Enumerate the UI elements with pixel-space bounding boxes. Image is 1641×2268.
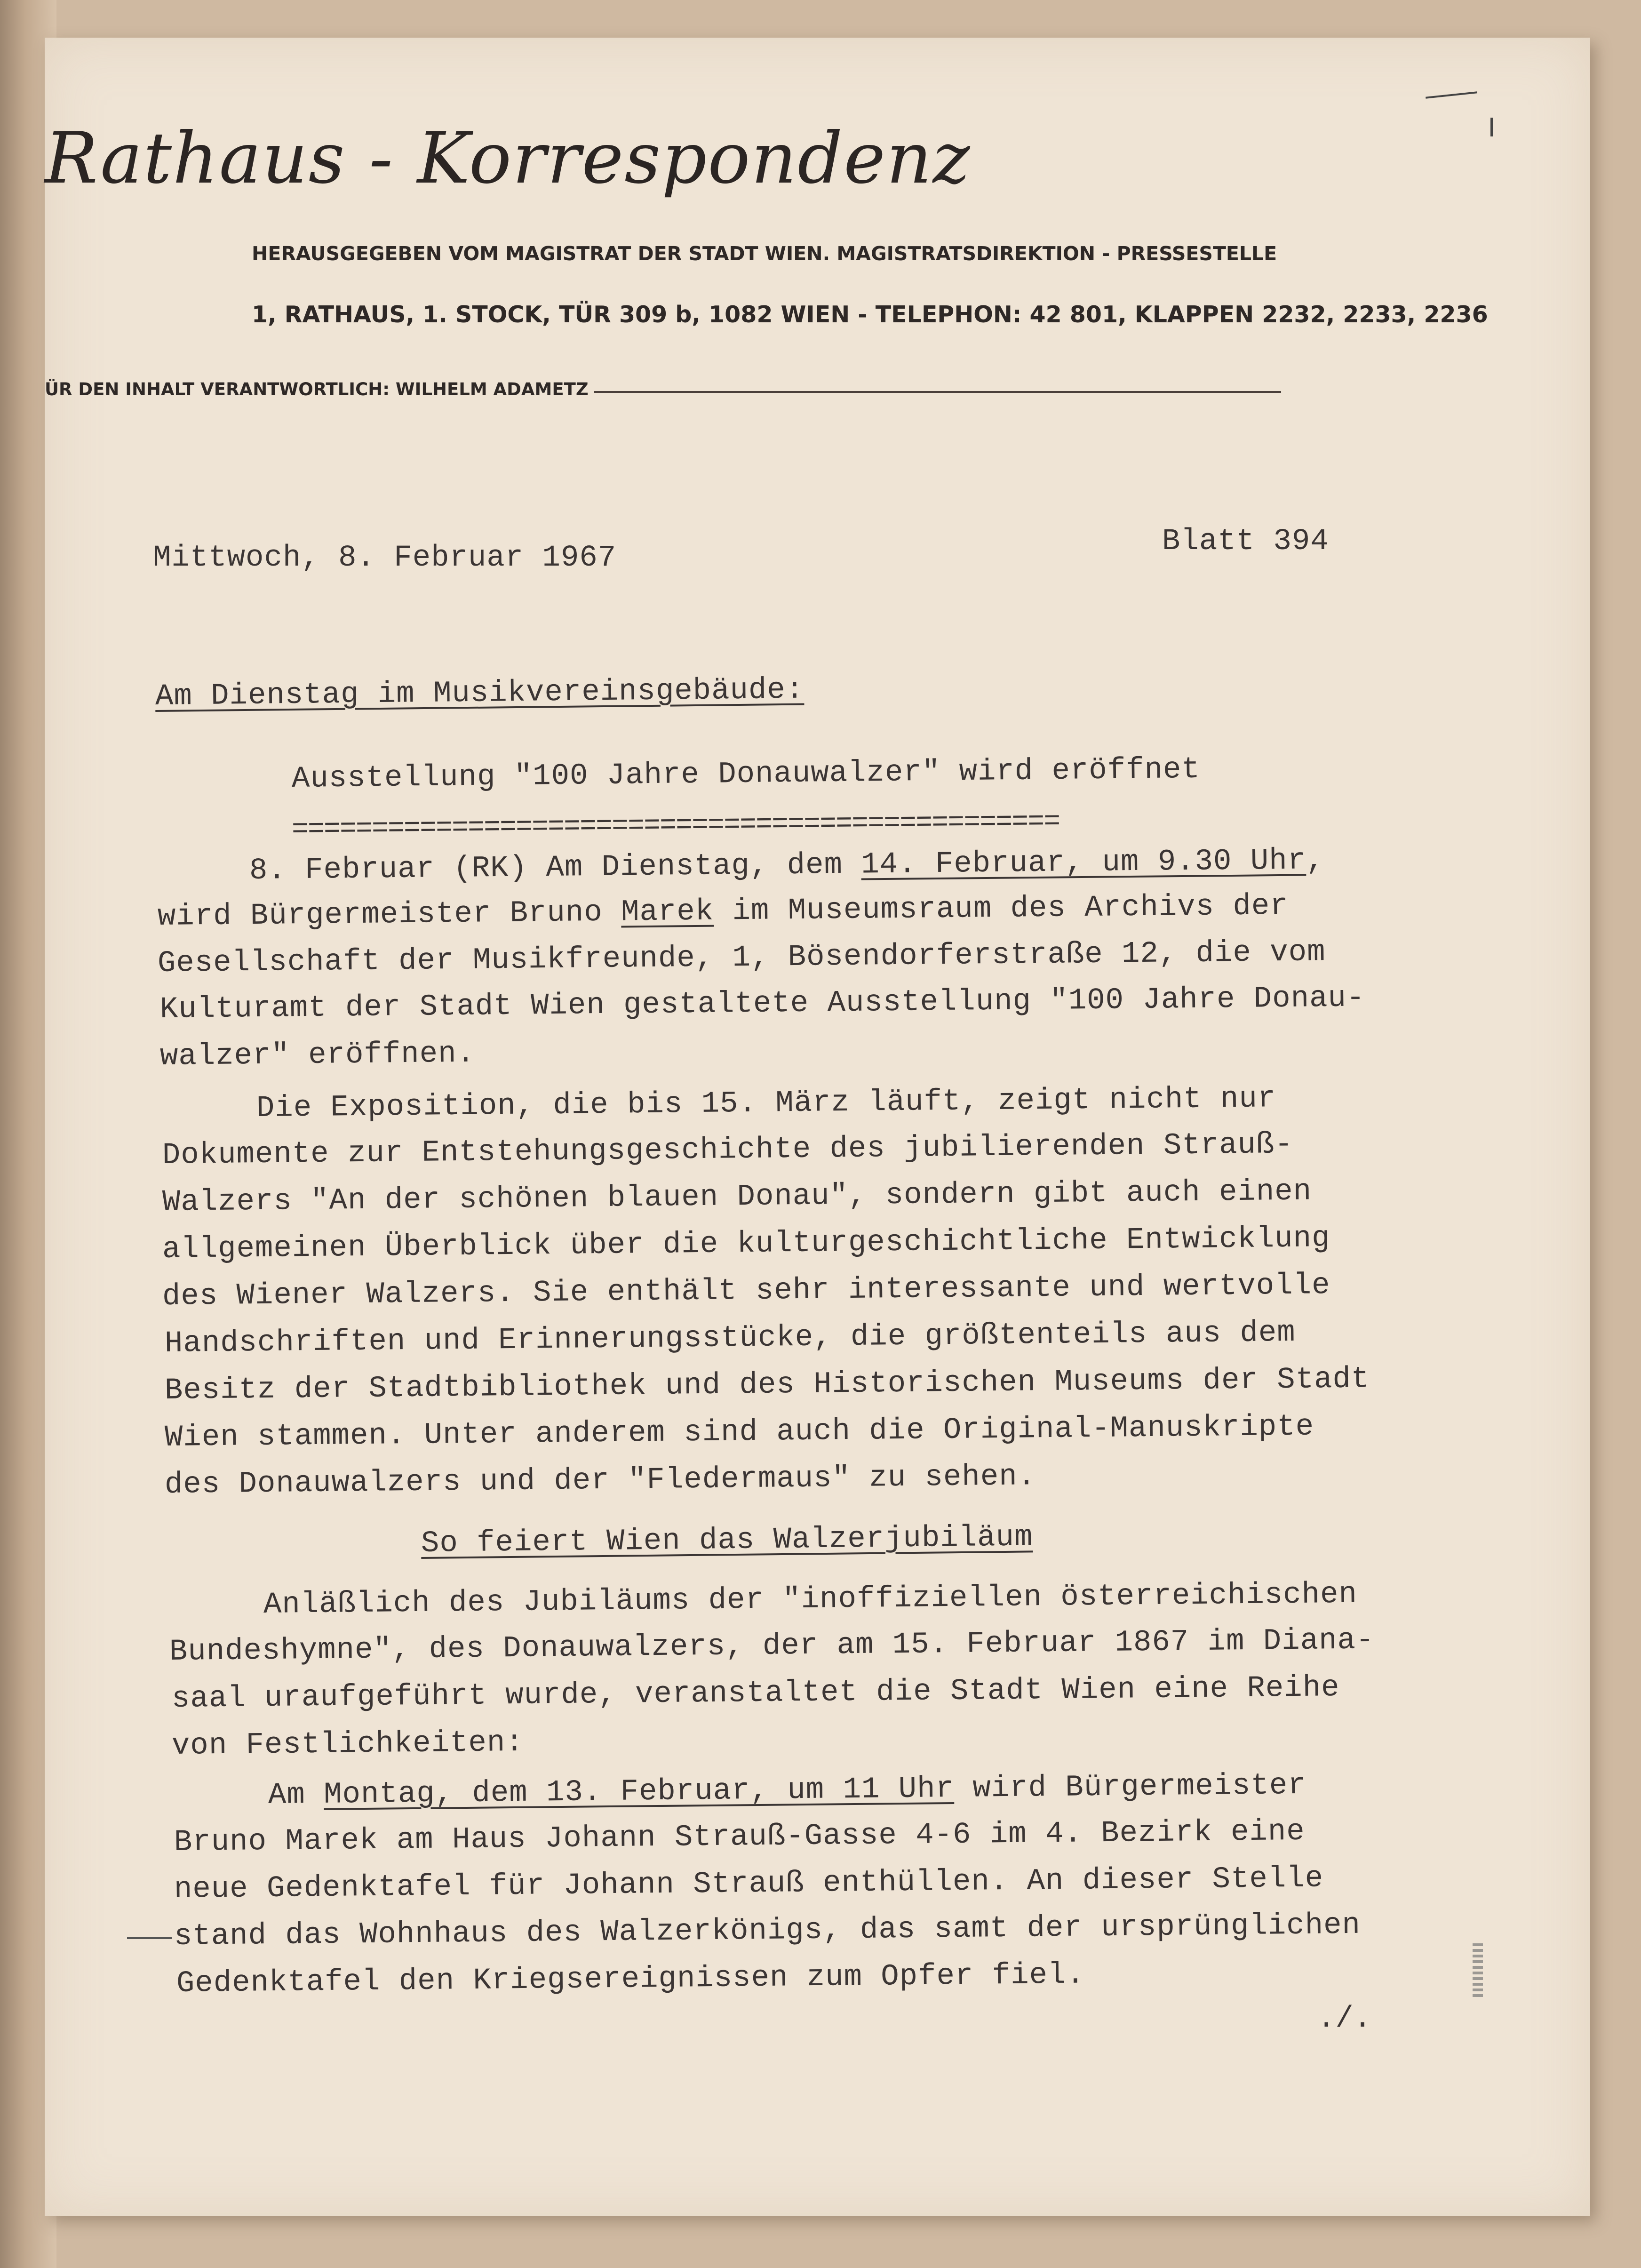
text-line: saal uraufgeführt wurde, veranstaltet die Stadt Wien eine Reihe: [171, 1671, 1340, 1716]
highlighted-date: 14. Februar, um 9.30 Uhr: [861, 844, 1306, 882]
title-double-underline: ================================================: [291, 806, 1060, 846]
text-line: Besitz der Stadtbibliothek und des Historischen Museums der Stadt: [164, 1362, 1370, 1408]
highlighted-date: Montag, dem 13. Februar, um 11 Uhr: [323, 1772, 955, 1812]
text-line: stand das Wohnhaus des Walzerkönigs, das samt der ursprünglichen: [174, 1908, 1361, 1954]
text-line: wird Bürgermeister Bruno Marek im Museumsraum des Archivs der: [157, 889, 1289, 934]
sheet-number: Blatt 394: [1162, 525, 1329, 559]
article-title: Ausstellung "100 Jahre Donauwalzer" wird eröffnet: [291, 752, 1201, 796]
text-line: Bruno Marek am Haus Johann Strauß-Gasse 4-6 im 4. Bezirk eine: [174, 1814, 1306, 1860]
text-line: allgemeinen Überblick über die kulturgeschichtliche Entwicklung: [162, 1222, 1330, 1267]
text-line: Am Montag, dem 13. Februar, um 11 Uhr wird Bürgermeister: [268, 1768, 1306, 1813]
text-line: Walzers "An der schönen blauen Donau", sondern gibt auch einen: [162, 1174, 1312, 1220]
text-line: Kulturamt der Stadt Wien gestaltete Ausstellung "100 Jahre Donau-: [159, 981, 1365, 1027]
highlighted-name: Marek: [621, 894, 714, 930]
section-title: So feiert Wien das Walzerjubiläum: [421, 1520, 1033, 1561]
continuation-mark: ./.: [1317, 2002, 1372, 2036]
masthead-address: 1, RATHAUS, 1. STOCK, TÜR 309 b, 1082 WIEN - TELEPHON: 42 801, KLAPPEN 2232, 2233, 2236: [252, 301, 1488, 328]
masthead-title: Rathaus - Korrespondenz: [45, 118, 971, 200]
text-line: Die Exposition, die bis 15. März läuft, zeigt nicht nur: [256, 1082, 1276, 1126]
margin-mark: [127, 1937, 172, 1939]
text-line: 8. Februar (RK) Am Dienstag, dem 14. Februar, um 9.30 Uhr,: [249, 844, 1325, 888]
masthead-responsible: ÜR DEN INHALT VERANTWORTLICH: WILHELM ADAMETZ: [45, 379, 589, 399]
text-line: des Wiener Walzers. Sie enthält sehr interessante und wertvolle: [162, 1269, 1330, 1314]
article-kicker: Am Dienstag im Musikvereinsgebäude:: [155, 673, 805, 714]
text-line: Gesellschaft der Musikfreunde, 1, Bösendorferstraße 12, die vom: [157, 935, 1326, 981]
binding-holes: [1473, 1943, 1483, 2000]
text-line: Anläßlich des Jubiläums der "inoffiziellen österreichischen: [263, 1577, 1358, 1622]
text-line: Dokumente zur Entstehungsgeschichte des jubilierenden Strauß-: [162, 1127, 1294, 1173]
text-line: neue Gedenktafel für Johann Strauß enthüllen. An dieser Stelle: [174, 1861, 1324, 1907]
text-line: des Donauwalzers und der "Fledermaus" zu sehen.: [164, 1460, 1036, 1502]
masthead-publisher: HERAUSGEGEBEN VOM MAGISTRAT DER STADT WIEN. MAGISTRATSDIREKTION - PRESSESTELLE: [252, 242, 1277, 265]
text-line: Bundeshymne", des Donauwalzers, der am 15. Februar 1867 im Diana-: [169, 1623, 1375, 1669]
text-line: Wien stammen. Unter anderem sind auch die Original-Manuskripte: [164, 1410, 1314, 1455]
text-line: Handschriften und Erinnerungsstücke, die größtenteils aus dem: [164, 1316, 1296, 1361]
masthead-responsible-row: [45, 379, 1281, 399]
text-line: von Festlichkeiten:: [171, 1725, 525, 1763]
pencil-mark: [1490, 118, 1493, 136]
masthead-rule: [594, 391, 1281, 393]
issue-date: Mittwoch, 8. Februar 1967: [153, 541, 617, 575]
text-line: walzer" eröffnen.: [159, 1037, 476, 1074]
text-line: Gedenktafel den Kriegsereignissen zum Opfer fiel.: [176, 1958, 1085, 2001]
